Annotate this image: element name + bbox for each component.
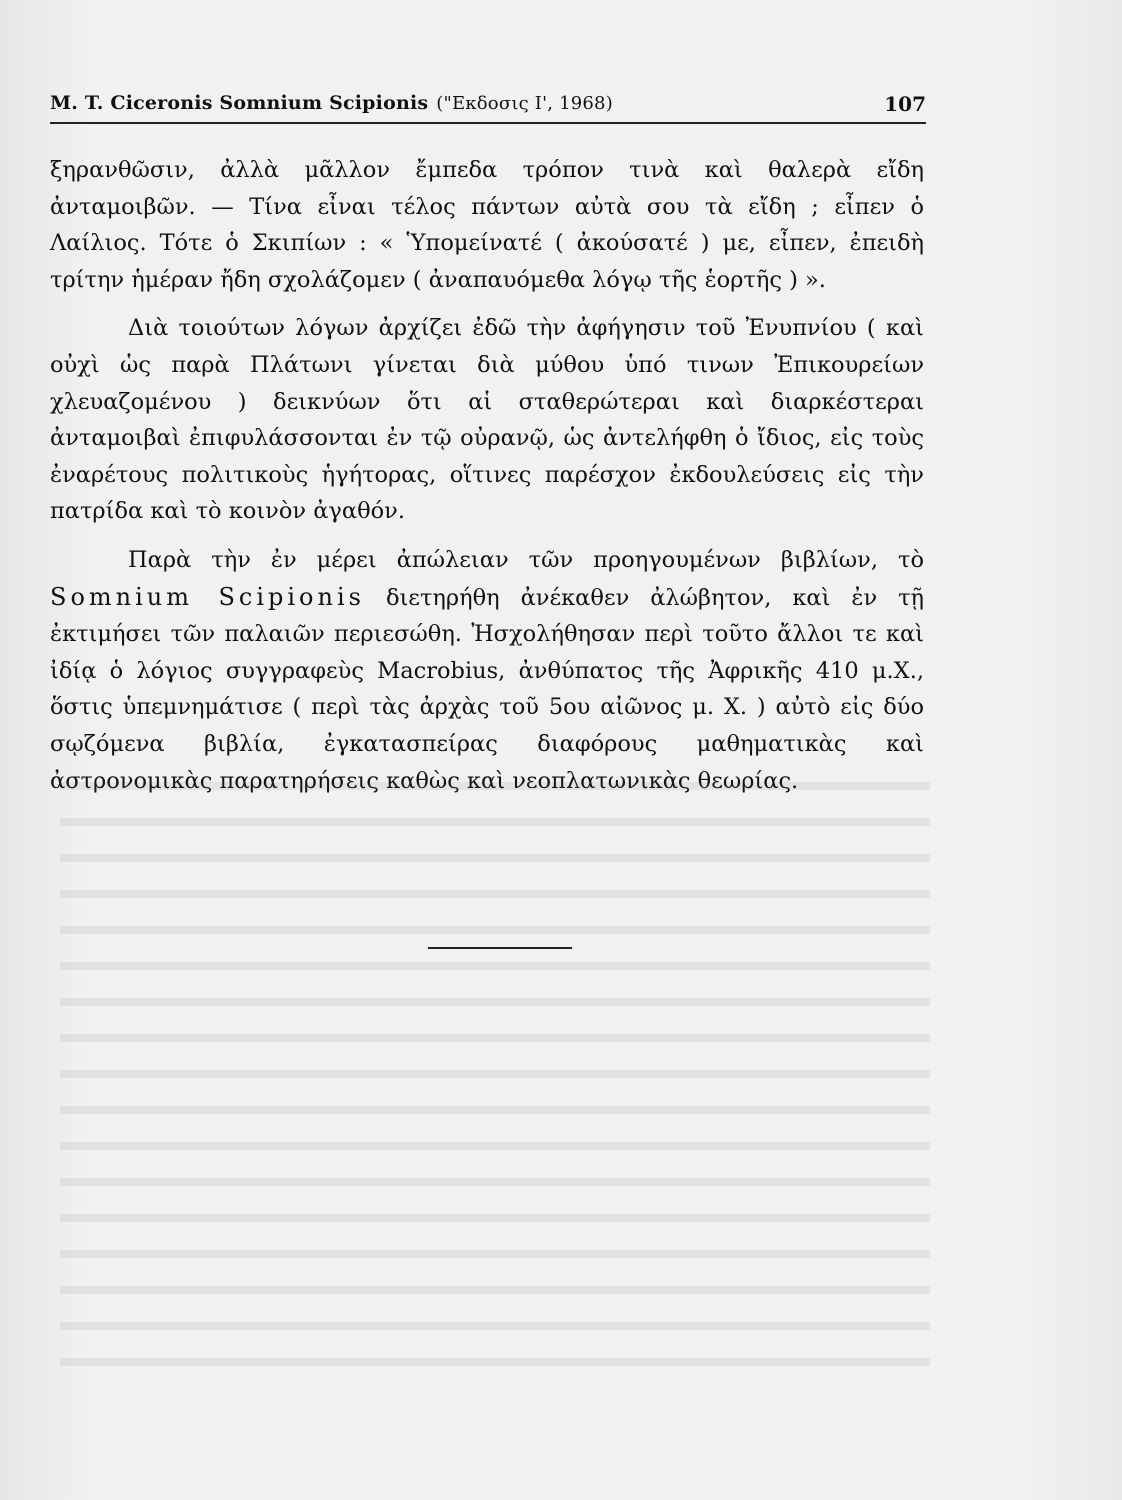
bleed-through-shadow [60, 760, 930, 1380]
paragraph-1: ξηρανθῶσιν, ἀλλὰ μᾶλλον ἔμπεδα τρόπον τινὰ καὶ θαλερὰ εἴδη ἀνταμοιβῶν. — Τίνα εἶναι τέλος πάντων αὐτὰ σου τὰ εἴδη ; εἶπεν ὁ Λαίλιος. Τότε ὁ Σκιπίων : « Ὑπομείνατέ ( ἀκούσατέ ) με, εἶπεν, ἐπειδὴ τρίτην ἡμέραν ἤδη σχολάζομεν ( ἀναπαυόμεθα λόγῳ τῆς ἑορτῆς ) ». [50, 157, 924, 293]
header-title: M. T. Ciceronis Somnium Scipionis [50, 92, 429, 114]
header-edition: ("Εκδοσις Ι', 1968) [436, 93, 613, 114]
paragraph-3-end: διετηρήθη ἀνέκαθεν ἀλώβητον, καὶ ἐν τῇ ἐκτιμήσει τῶν παλαιῶν περιεσώθη. Ἠσχολήθησαν περὶ τοῦτο ἄλλοι τε καὶ ἰδίᾳ ὁ λόγιος συγγραφεὺς Macrobius, ἀνθύπατος τῆς Ἀφρικῆς 410 μ.Χ., ὅστις ὑπεμνημάτισε ( περὶ τὰς ἀρχὰς τοῦ 5ου αἰῶνος μ. Χ. ) αὐτὸ εἰς δύο σῳζόμενα βιβλία, ἐγκατασπείρας διαφόρους μαθηματικὰς καὶ ἀστρονομικὰς παρατηρήσεις καθὼς καὶ νεοπλατωνικὰς θεωρίας. [50, 584, 925, 794]
work-title: Somnium Scipionis [50, 582, 365, 611]
running-header [50, 92, 926, 124]
paragraph-3-start: Παρὰ τὴν ἐν μέρει ἀπώλειαν τῶν προηγουμένων βιβλίων, τὸ [128, 546, 924, 573]
page-number: 107 [884, 92, 926, 116]
paragraph-2: Διὰ τοιούτων λόγων ἀρχίζει ἐδῶ τὴν ἀφήγησιν τοῦ Ἐνυπνίου ( καὶ οὐχὶ ὡς παρὰ Πλάτωνι γίνεται διὰ μύθου ὑπό τινων Ἐπικουρείων χλευαζομένου ) δεικνύων ὅτι αἱ σταθερώτεραι καὶ διαρκέστεραι ἀνταμοιβαὶ ἐπιφυλάσσονται ἐν τῷ οὐρανῷ, ὡς ἀντελήφθη ὁ ἴδιος, εἰς τοὺς ἐναρέτους πολιτικοὺς ἡγήτορας, οἵτινες παρέσχον ἐκδουλεύσεις εἰς τὴν πατρίδα καὶ τὸ κοινὸν ἀγαθόν. [50, 315, 924, 525]
header-title-group [50, 92, 613, 114]
main-text [50, 152, 924, 799]
